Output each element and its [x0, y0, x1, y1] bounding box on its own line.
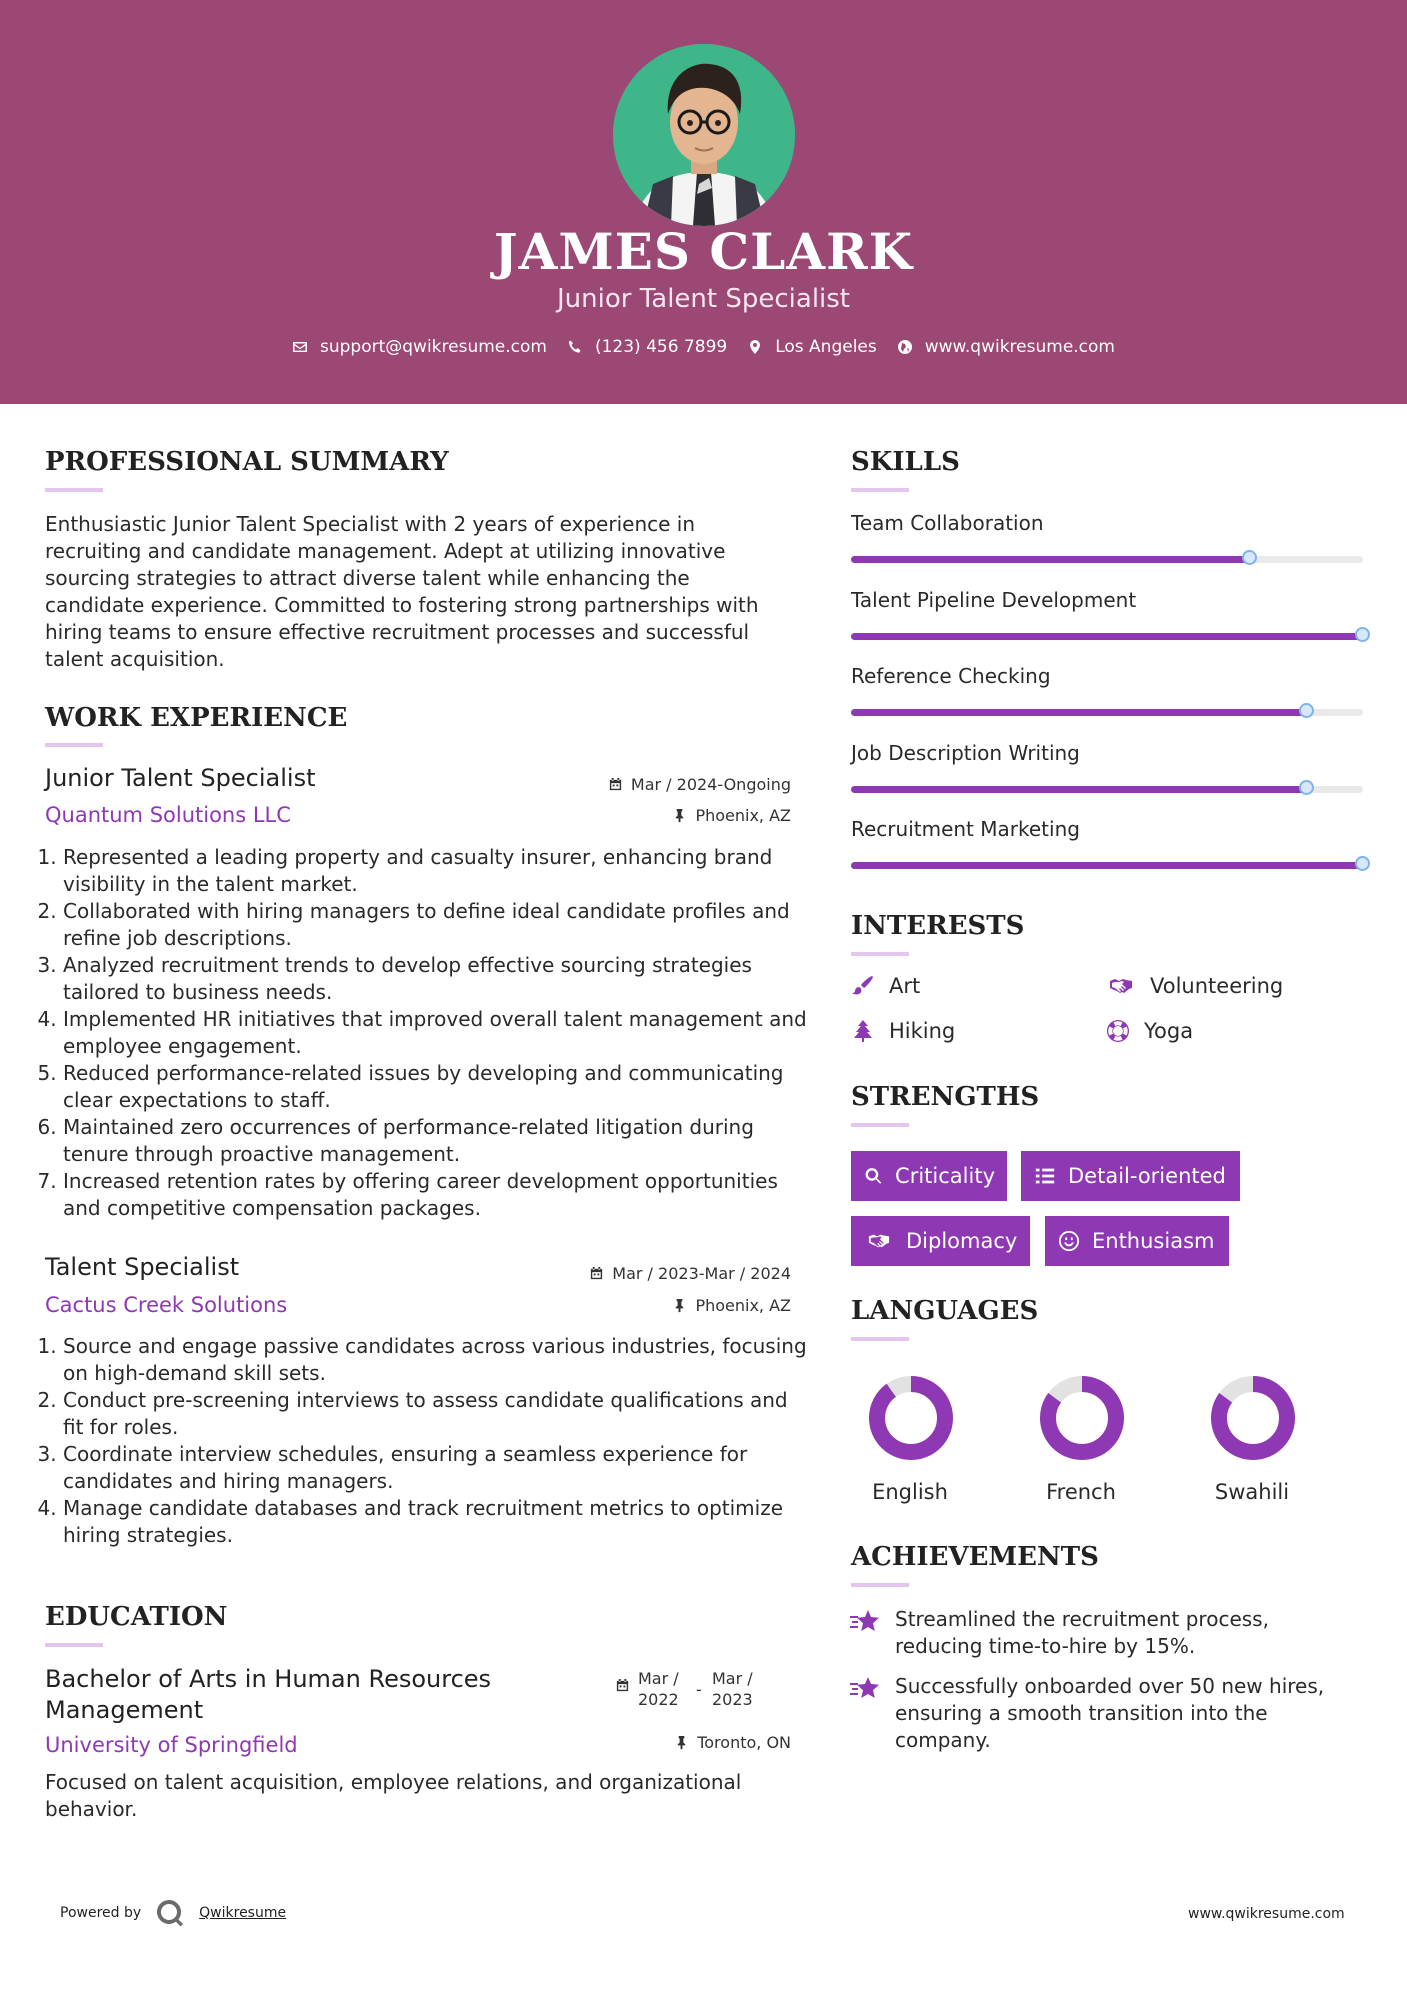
job-location: Phoenix, AZ	[672, 1296, 791, 1315]
envelope-icon	[292, 339, 308, 355]
email-text: support@qwikresume.com	[320, 337, 547, 357]
skill-level-fill	[851, 556, 1250, 563]
list-item: 3. Analyzed recruitment trends to develop effective sourcing strategies tailored to business needs.	[63, 952, 813, 1006]
interests-divider	[851, 952, 909, 956]
strength-badge: Diplomacy	[851, 1216, 1030, 1266]
website-text: www.qwikresume.com	[924, 337, 1115, 357]
smile-icon	[1058, 1230, 1080, 1252]
contact-phone[interactable]	[567, 337, 727, 357]
skill-level-knob	[1242, 550, 1257, 565]
calendar-icon	[615, 1678, 630, 1693]
list-icon	[1034, 1165, 1056, 1187]
experience-heading: WORK EXPERIENCE	[45, 703, 348, 733]
list-item: 7. Increased retention rates by offering career development opportunities and competitive compensation packages.	[63, 1168, 813, 1222]
language-ring-fill	[877, 1384, 945, 1452]
list-item: 4. Implemented HR initiatives that improved overall talent management and employee engagement.	[63, 1006, 813, 1060]
language-level-ring	[1211, 1376, 1295, 1460]
shooting-star-icon	[849, 1608, 881, 1636]
contact-email[interactable]	[292, 337, 547, 357]
strength-badge: Enthusiasm	[1045, 1216, 1229, 1266]
job-duties	[44, 1333, 813, 1549]
interest-item: Volunteering	[1106, 974, 1283, 998]
education-heading: EDUCATION	[45, 1602, 228, 1632]
pushpin-icon	[674, 1735, 689, 1750]
skills-divider	[851, 488, 909, 492]
skill-level-bar	[851, 862, 1363, 869]
location-text: Los Angeles	[775, 337, 877, 357]
languages-heading: LANGUAGES	[851, 1296, 1039, 1326]
contact-location	[747, 337, 877, 357]
candidate-name: JAMES CLARK	[493, 222, 914, 281]
skill-name: Team Collaboration	[851, 511, 1044, 535]
job-location: Phoenix, AZ	[672, 806, 791, 825]
list-item: 1. Represented a leading property and casualty insurer, enhancing brand visibility in the talent market.	[63, 844, 813, 898]
pushpin-icon	[672, 808, 687, 823]
language-level-ring	[869, 1376, 953, 1460]
phone-icon	[567, 339, 583, 355]
skill-level-knob	[1299, 780, 1314, 795]
summary-text: Enthusiastic Junior Talent Specialist with 2 years of experience in recruiting and candidate management. Adept at utilizing innovative sourcing strategies to attract diverse talent while enhancing the candidate experience. Committed to fostering strong partnerships with hiring teams to ensure effective recruitment processes and successful talent acquisition.	[45, 512, 759, 671]
summary-divider	[45, 488, 103, 492]
qwikresume-link[interactable]: Qwikresume	[199, 1905, 287, 1921]
paintbrush-icon	[851, 974, 875, 998]
footer-website[interactable]: www.qwikresume.com	[1188, 1906, 1345, 1922]
skill-level-bar	[851, 709, 1363, 716]
experience-divider	[45, 743, 103, 747]
map-pin-icon	[747, 339, 763, 355]
strength-badge: Criticality	[851, 1151, 1007, 1201]
education-location: Toronto, ON	[674, 1733, 791, 1752]
strength-badge: Detail-oriented	[1021, 1151, 1240, 1201]
job-dates: Mar / 2024-Ongoing	[608, 775, 791, 794]
skill-level-fill	[851, 786, 1307, 793]
list-item: 4. Manage candidate databases and track recruitment metrics to optimize hiring strategies.	[63, 1495, 813, 1549]
achievements-heading: ACHIEVEMENTS	[851, 1542, 1099, 1572]
profile-photo	[613, 44, 795, 226]
summary-heading: PROFESSIONAL SUMMARY	[45, 447, 449, 477]
achievement-item: Streamlined the recruitment process, reducing time-to-hire by 15%.	[849, 1606, 1349, 1660]
language-name: English	[872, 1480, 948, 1504]
skill-level-fill	[851, 633, 1363, 640]
strengths-divider	[851, 1123, 909, 1127]
skill-name: Talent Pipeline Development	[851, 587, 1137, 612]
company-name: Cactus Creek Solutions	[45, 1293, 288, 1317]
skills-heading: SKILLS	[851, 447, 960, 477]
skill-level-fill	[851, 862, 1363, 869]
contact-bar	[0, 337, 1407, 357]
achievements-divider	[851, 1583, 909, 1587]
language-name: French	[1046, 1480, 1116, 1504]
school-name: University of Springfield	[45, 1733, 298, 1757]
lifebuoy-icon	[1106, 1019, 1130, 1043]
company-name: Quantum Solutions LLC	[45, 803, 291, 827]
pushpin-icon	[672, 1298, 687, 1313]
qwikresume-logo-icon	[155, 1898, 185, 1928]
education-description: Focused on talent acquisition, employee relations, and organizational behavior.	[45, 1770, 742, 1821]
search-icon	[864, 1165, 883, 1187]
resume-header	[0, 0, 1407, 404]
skill-level-knob	[1355, 856, 1370, 871]
tree-icon	[851, 1019, 875, 1043]
degree-title: Bachelor of Arts in Human Resources Management	[45, 1665, 492, 1724]
skill-name: Recruitment Marketing	[851, 817, 1080, 841]
language-level-ring	[1040, 1376, 1124, 1460]
education-dates: Mar / 2022 - Mar / 2023	[615, 1668, 762, 1710]
candidate-title: Junior Talent Specialist	[556, 284, 851, 314]
languages-divider	[851, 1337, 909, 1341]
skill-level-bar	[851, 556, 1363, 563]
handshake-icon	[864, 1230, 894, 1252]
globe-icon	[897, 339, 913, 355]
interests-heading: INTERESTS	[851, 911, 1025, 941]
list-item: 1. Source and engage passive candidates across various industries, focusing on high-demand skill sets.	[63, 1333, 813, 1387]
achievement-item: Successfully onboarded over 50 new hires, ensuring a smooth transition into the company.	[849, 1673, 1349, 1754]
skill-level-knob	[1355, 627, 1370, 642]
skill-level-fill	[851, 709, 1307, 716]
contact-website[interactable]	[897, 337, 1115, 357]
job-title: Talent Specialist	[45, 1253, 240, 1281]
calendar-icon	[608, 777, 623, 792]
job-duties	[44, 844, 813, 1222]
powered-by: Powered by Qwikresume	[60, 1898, 286, 1928]
skill-name: Reference Checking	[851, 664, 1051, 688]
skill-level-bar	[851, 633, 1363, 640]
strengths-heading: STRENGTHS	[851, 1082, 1040, 1112]
skill-level-knob	[1299, 703, 1314, 718]
interest-item: Hiking	[851, 1019, 955, 1043]
calendar-icon	[589, 1266, 604, 1281]
skill-name: Job Description Writing	[851, 740, 1080, 765]
list-item: 2. Collaborated with hiring managers to define ideal candidate profiles and refine job descriptions.	[63, 898, 813, 952]
job-title: Junior Talent Specialist	[45, 764, 316, 792]
education-divider	[45, 1643, 103, 1647]
shooting-star-icon	[849, 1675, 881, 1703]
handshake-icon	[1106, 974, 1136, 998]
skill-level-bar	[851, 786, 1363, 793]
list-item: 2. Conduct pre-screening interviews to assess candidate qualifications and fit for roles.	[63, 1387, 813, 1441]
job-dates: Mar / 2023-Mar / 2024	[589, 1264, 791, 1283]
phone-text: (123) 456 7899	[594, 337, 728, 357]
list-item: 3. Coordinate interview schedules, ensuring a seamless experience for candidates and hiring managers.	[63, 1441, 813, 1495]
list-item: 6. Maintained zero occurrences of performance-related litigation during tenure through proactive management.	[63, 1114, 813, 1168]
language-name: Swahili	[1214, 1480, 1290, 1504]
list-item: 5. Reduced performance-related issues by developing and communicating clear expectations to staff.	[63, 1060, 813, 1114]
interest-item: Yoga	[1106, 1019, 1193, 1043]
interest-item: Art	[851, 974, 920, 998]
